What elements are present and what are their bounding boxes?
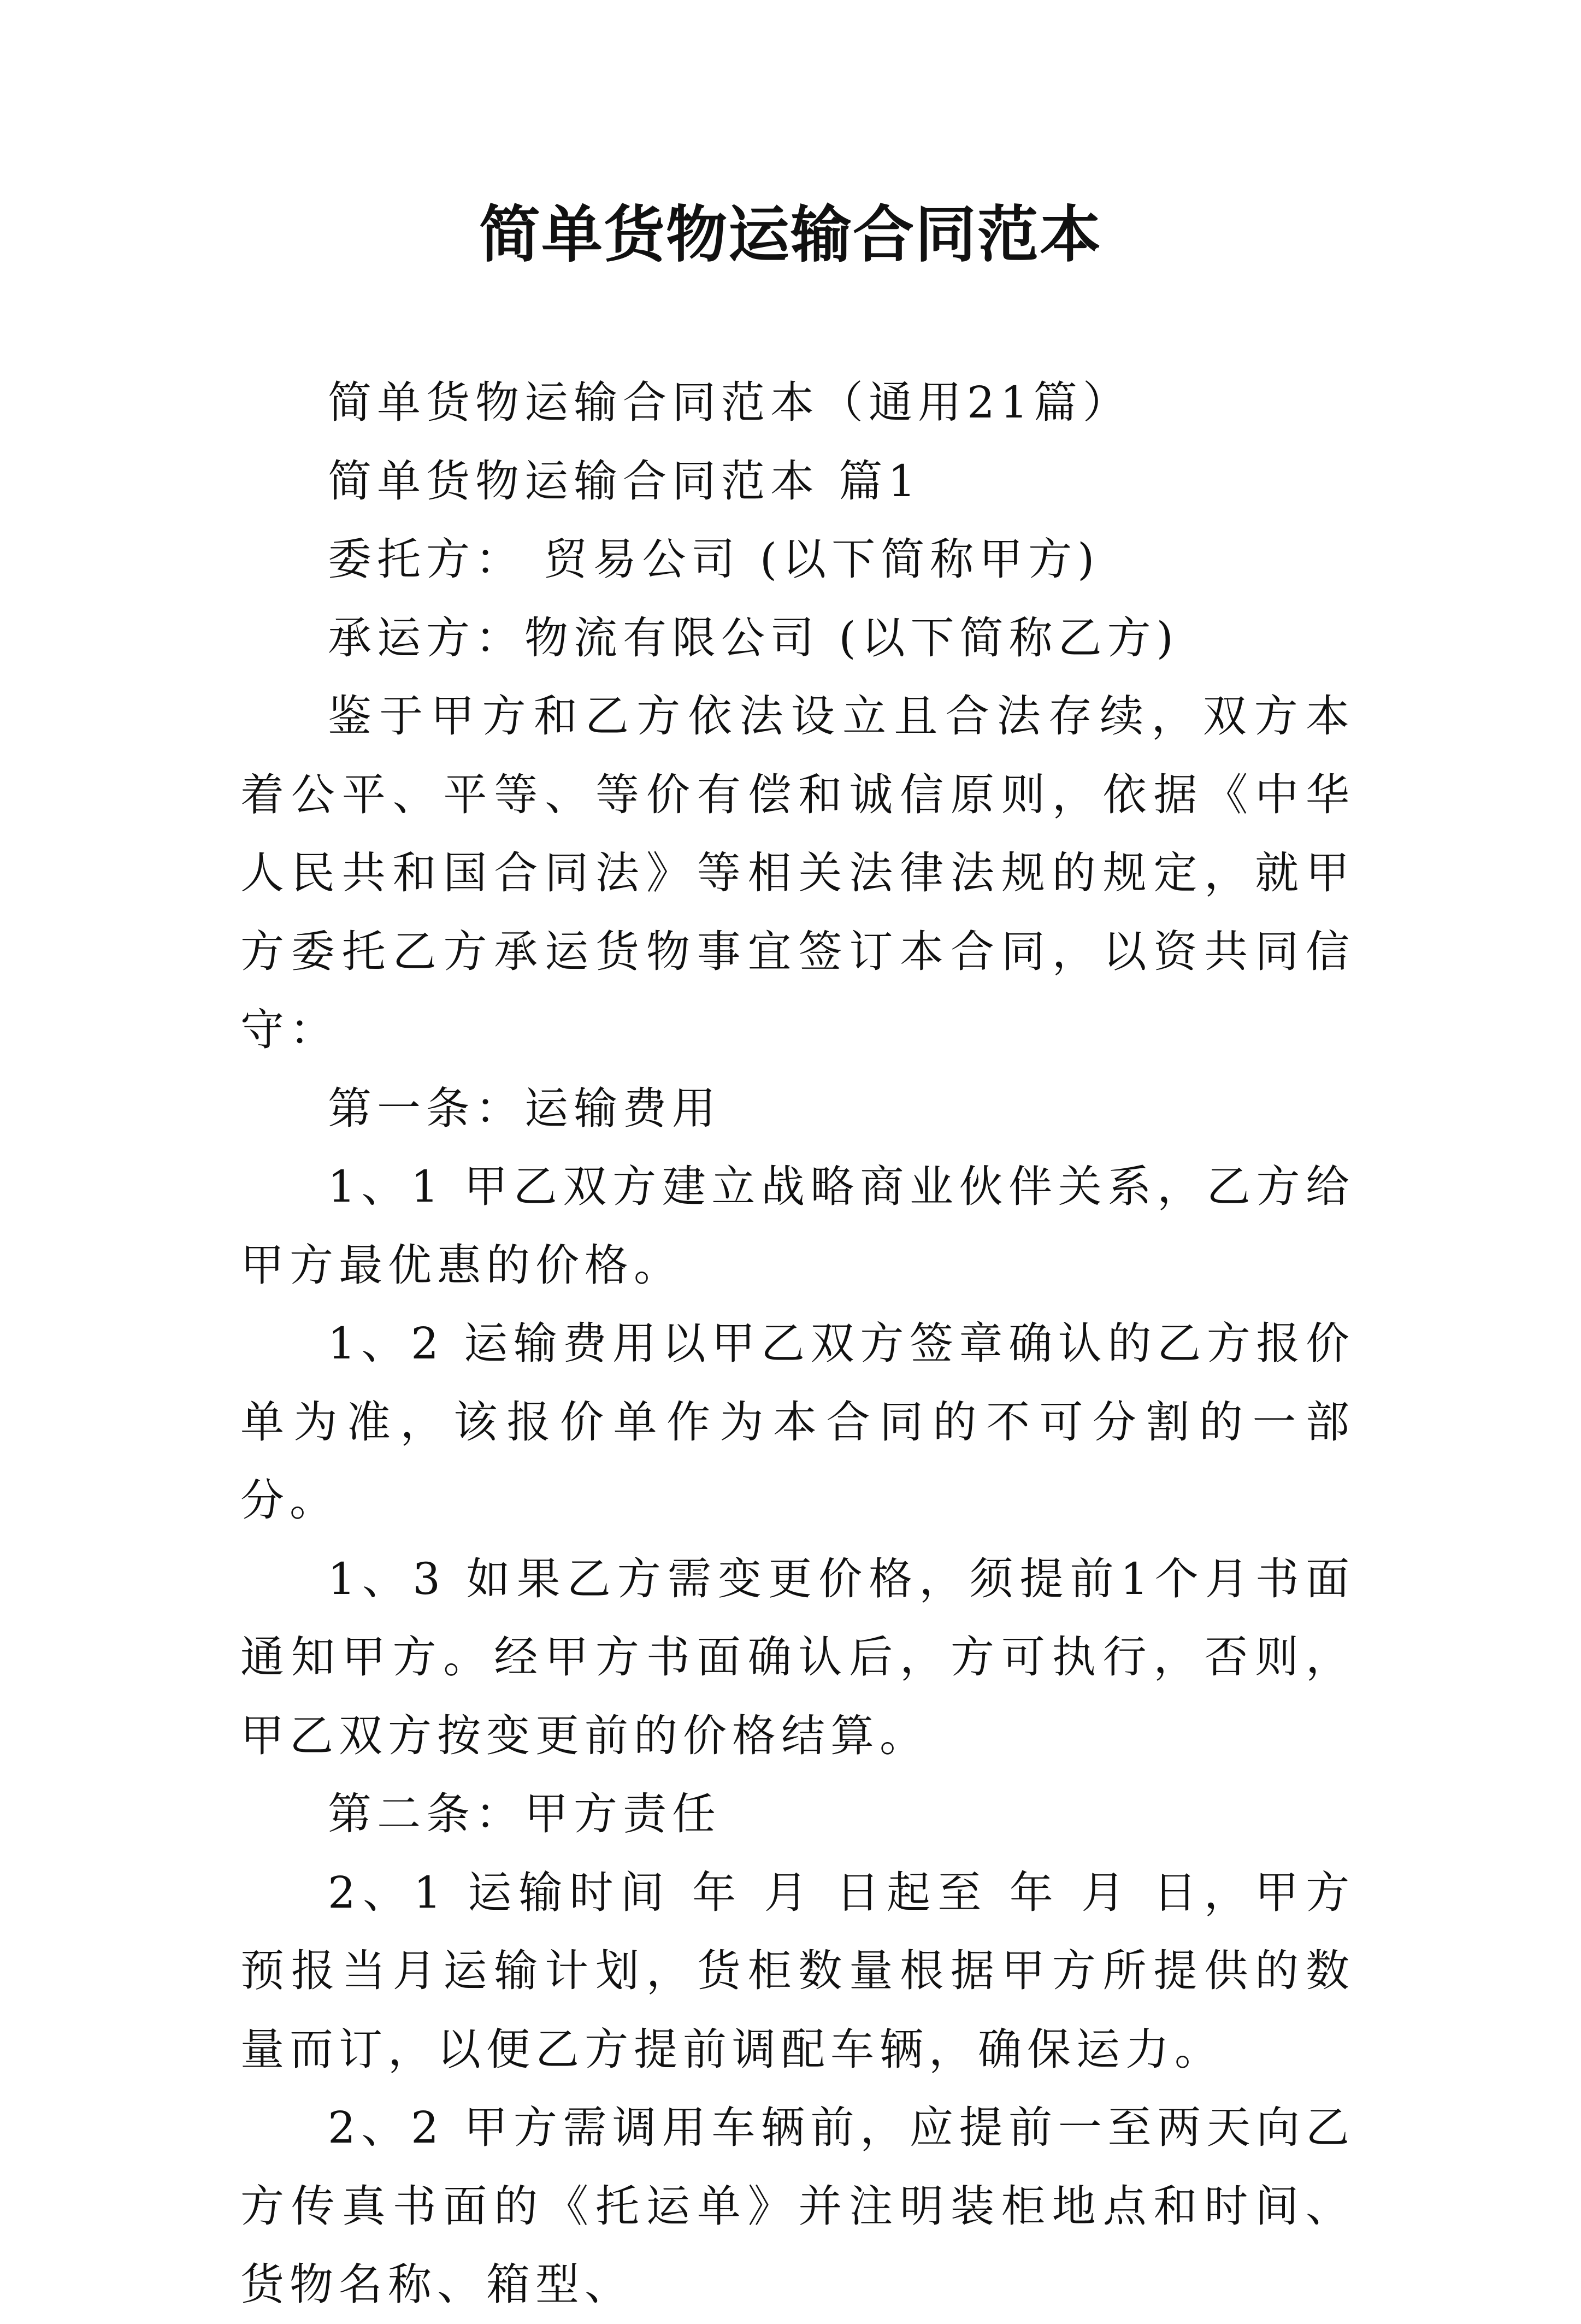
paragraph-clause-1-2: 1、2 运输费用以甲乙双方签章确认的乙方报价单为准，该报价单作为本合同的不可分割的一部分。 (240, 1318, 1355, 1526)
document-title: 简单货物运输合同范本 (479, 199, 1102, 270)
paragraph-subtitle: 简单货物运输合同范本（通用21篇） (328, 377, 1132, 428)
paragraph-clause-2-1: 2、1 运输时间 年 月 日起至 年 月 日，甲方预报当月运输计划，货柜数量根据甲方所提供的数量而订，以便乙方提前调配车辆，确保运力。 (240, 1867, 1355, 2075)
paragraph-article-1-heading: 第一条：运输费用 (328, 1082, 721, 1134)
paragraph-article-2-heading: 第二条：甲方责任 (328, 1788, 721, 1839)
paragraph-clause-1-3: 1、3 如果乙方需变更价格，须提前1个月书面通知甲方。经甲方书面确认后，方可执行，否则，甲乙双方按变更前的价格结算。 (240, 1553, 1355, 1761)
document-body (240, 363, 1355, 2324)
paragraph-consignor: 委托方： 贸易公司 (以下简称甲方) (328, 534, 1100, 585)
paragraph-preamble: 鉴于甲方和乙方依法设立且合法存续，双方本着公平、平等、等价有偿和诚信原则，依据《中华人民共和国合同法》等相关法律法规的规定，就甲方委托乙方承运货物事宜签订本合同，以资共同信守： (240, 691, 1355, 1055)
paragraph-clause-2-2: 2、2 甲方需调用车辆前，应提前一至两天向乙方传真书面的《托运单》并注明装柜地点和时间、货物名称、箱型、 (240, 2102, 1355, 2310)
paragraph-clause-1-1: 1、1 甲乙双方建立战略商业伙伴关系，乙方给甲方最优惠的价格。 (240, 1161, 1355, 1291)
paragraph-part-heading: 简单货物运输合同范本 篇1 (328, 455, 922, 507)
paragraph-carrier: 承运方：物流有限公司 (以下简称乙方) (328, 612, 1179, 663)
